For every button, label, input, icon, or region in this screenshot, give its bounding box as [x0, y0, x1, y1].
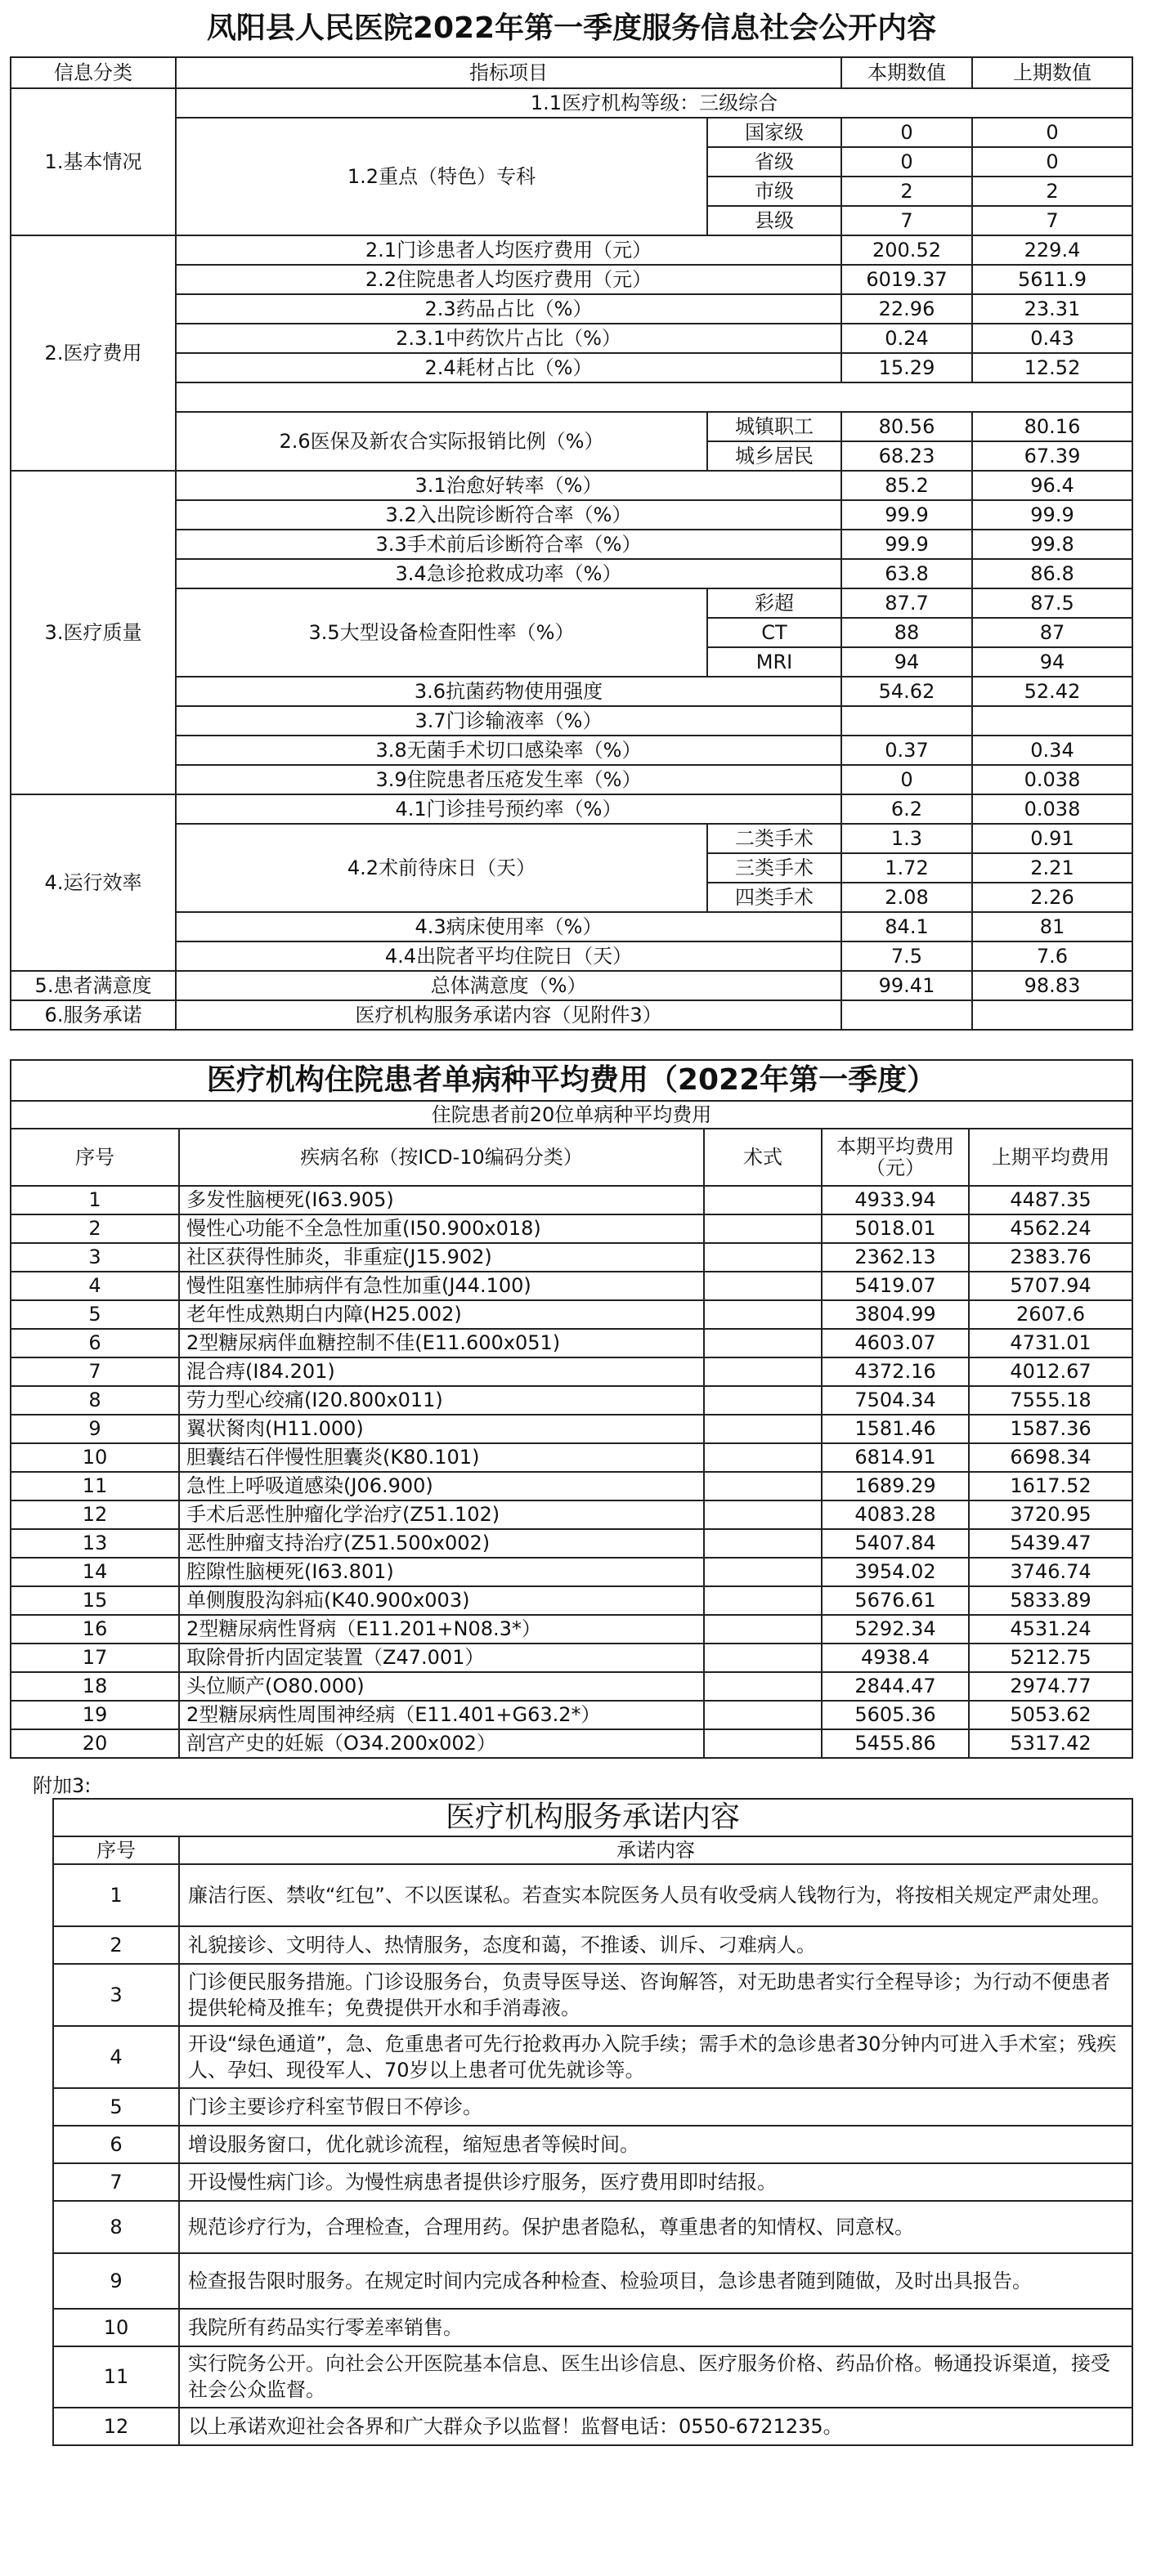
- row-number: 13: [11, 1529, 179, 1558]
- indicator-item: 2.3.1中药饮片占比（%）: [176, 324, 841, 353]
- current-value: 15.29: [841, 353, 972, 382]
- table-row: [11, 1243, 1132, 1272]
- current-value: 2: [841, 177, 972, 206]
- current-cost: 4083.28: [822, 1500, 969, 1529]
- surgery-method: [704, 1500, 822, 1529]
- previous-value: 81: [972, 912, 1132, 941]
- current-cost: 5676.61: [822, 1586, 969, 1615]
- row-number: 17: [11, 1644, 179, 1672]
- disease-name: 取除骨折内固定装置（Z47.001）: [179, 1644, 704, 1672]
- col-header-category: 信息分类: [11, 57, 176, 88]
- current-cost: 2844.47: [822, 1672, 969, 1701]
- promise-text: 开设“绿色通道”，急、危重患者可先行抢救再办入院手续；需手术的急诊患者30分钟内可进入手术室；残疾人、孕妇、现役军人、70岁以上患者可优先就诊等。: [179, 2026, 1132, 2088]
- previous-value: 0.038: [972, 765, 1132, 794]
- promise-text: 廉洁行医、禁收“红包”、不以医谋私。若查实本院医务人员有收受病人钱物行为，将按相关规定严肃处理。: [179, 1864, 1132, 1926]
- equipment-name: MRI: [707, 647, 841, 677]
- current-cost: 2362.13: [822, 1243, 969, 1272]
- table-row: [11, 1586, 1132, 1615]
- disease-name: 恶性肿瘤支持治疗(Z51.500x002): [179, 1529, 704, 1558]
- surgery-method: [704, 1214, 822, 1243]
- current-value: 88: [841, 618, 972, 647]
- col-header-disease: 疾病名称（按ICD-10编码分类）: [179, 1129, 704, 1186]
- row-number: 3: [53, 1964, 179, 2026]
- surgery-method: [704, 1329, 822, 1357]
- table-row: [53, 2253, 1132, 2309]
- indicator-item: 医疗机构服务承诺内容（见附件3）: [176, 1000, 841, 1030]
- row-number: 2: [53, 1926, 179, 1964]
- current-cost: 5407.84: [822, 1529, 969, 1558]
- disease-name: 混合痔(I84.201): [179, 1357, 704, 1386]
- empty-row: [176, 382, 1132, 412]
- surgery-method: [704, 1386, 822, 1415]
- col-header-method: 术式: [704, 1129, 822, 1186]
- table-row: [11, 1214, 1132, 1243]
- previous-value: 52.42: [972, 677, 1132, 706]
- category-satisfaction: 5.患者满意度: [11, 971, 176, 1000]
- surgery-method: [704, 1558, 822, 1586]
- current-value: 7.5: [841, 941, 972, 971]
- current-cost: 1581.46: [822, 1415, 969, 1443]
- promise-table-title: 医疗机构服务承诺内容: [53, 1799, 1132, 1836]
- surgery-method: [704, 1729, 822, 1758]
- previous-value: 80.16: [972, 412, 1132, 441]
- previous-value: 2.26: [972, 883, 1132, 912]
- promise-text: 检查报告限时服务。在规定时间内完成各种检查、检验项目，急诊患者随到随做，及时出具报告。: [179, 2253, 1132, 2309]
- previous-cost: 2607.6: [969, 1300, 1132, 1329]
- table-row: [11, 1500, 1132, 1529]
- current-cost: 6814.91: [822, 1443, 969, 1472]
- row-number: 15: [11, 1586, 179, 1615]
- row-number: 20: [11, 1729, 179, 1758]
- row-number: 7: [53, 2163, 179, 2201]
- table-row: [11, 1386, 1132, 1415]
- row-number: 4: [53, 2026, 179, 2088]
- category-cost: 2.医疗费用: [11, 235, 176, 471]
- current-cost: 5018.01: [822, 1214, 969, 1243]
- table-row: [53, 2309, 1132, 2346]
- promise-text: 规范诊疗行为，合理检查，合理用药。保护患者隐私，尊重患者的知情权、同意权。: [179, 2201, 1132, 2253]
- equipment-positive-label: 3.5大型设备检查阳性率（%）: [176, 588, 707, 677]
- indicator-item: 2.4耗材占比（%）: [176, 353, 841, 382]
- surgery-method: [704, 1701, 822, 1729]
- previous-cost: 5053.62: [969, 1701, 1132, 1729]
- row-number: 8: [53, 2201, 179, 2253]
- disease-name: 头位顺产(O80.000): [179, 1672, 704, 1701]
- table-row: [11, 1329, 1132, 1357]
- previous-cost: 3746.74: [969, 1558, 1132, 1586]
- indicator-item: 3.6抗菌药物使用强度: [176, 677, 841, 706]
- disease-cost-table-block: [0, 1059, 1161, 1759]
- table-row: [53, 1926, 1132, 1964]
- current-value: 6019.37: [841, 265, 972, 294]
- table-row: [11, 1472, 1132, 1500]
- current-value: 200.52: [841, 235, 972, 265]
- table-row: [53, 2088, 1132, 2126]
- current-value: 80.56: [841, 412, 972, 441]
- row-number: 9: [53, 2253, 179, 2309]
- row-number: 5: [11, 1300, 179, 1329]
- disease-name: 老年性成熟期白内障(H25.002): [179, 1300, 704, 1329]
- disease-rows: [11, 1186, 1132, 1758]
- previous-value: 2.21: [972, 853, 1132, 883]
- row-number: 1: [11, 1186, 179, 1214]
- table-row: [11, 1729, 1132, 1758]
- previous-cost: 5707.94: [969, 1272, 1132, 1300]
- current-value: 68.23: [841, 441, 972, 471]
- preop-wait-label: 4.2术前待床日（天）: [176, 824, 707, 912]
- previous-value: 7: [972, 206, 1132, 235]
- row-number: 11: [11, 1472, 179, 1500]
- disease-name: 2型糖尿病性周围神经病（E11.401+G63.2*）: [179, 1701, 704, 1729]
- col-header-previous: 上期数值: [972, 57, 1132, 88]
- table-row: [11, 1644, 1132, 1672]
- row-number: 11: [53, 2346, 179, 2408]
- table-row: [53, 1864, 1132, 1926]
- indicator-item: 2.2住院患者人均医疗费用（元）: [176, 265, 841, 294]
- surgery-class: 四类手术: [707, 883, 841, 912]
- promise-text: 礼貌接诊、文明待人、热情服务，态度和蔼，不推诿、训斥、刁难病人。: [179, 1926, 1132, 1964]
- indicator-item: 4.3病床使用率（%）: [176, 912, 841, 941]
- previous-cost: 4731.01: [969, 1329, 1132, 1357]
- surgery-class: 二类手术: [707, 824, 841, 853]
- previous-cost: 4562.24: [969, 1214, 1132, 1243]
- row-number: 7: [11, 1357, 179, 1386]
- promise-table-block: [0, 1798, 1161, 2446]
- level-name: 市级: [707, 177, 841, 206]
- disease-name: 剖宫产史的妊娠（O34.200x002）: [179, 1729, 704, 1758]
- previous-cost: 6698.34: [969, 1443, 1132, 1472]
- table-row: [11, 1529, 1132, 1558]
- current-value: [841, 706, 972, 736]
- previous-cost: 1587.36: [969, 1415, 1132, 1443]
- disease-name: 劳力型心绞痛(I20.800x011): [179, 1386, 704, 1415]
- appendix-label: 附加3:: [33, 1774, 92, 1797]
- col-header-item: 指标项目: [176, 57, 841, 88]
- key-specialty-label: 1.2重点（特色）专科: [176, 118, 707, 235]
- col-header-no: 序号: [53, 1836, 179, 1864]
- previous-value: 87: [972, 618, 1132, 647]
- category-basic: 1.基本情况: [11, 88, 176, 235]
- previous-value: 0.91: [972, 824, 1132, 853]
- insurance-type: 城镇职工: [707, 412, 841, 441]
- previous-cost: 2974.77: [969, 1672, 1132, 1701]
- row-number: 4: [11, 1272, 179, 1300]
- disease-name: 翼状胬肉(H11.000): [179, 1415, 704, 1443]
- current-cost: 5419.07: [822, 1272, 969, 1300]
- previous-value: 0: [972, 118, 1132, 147]
- indicator-item: 总体满意度（%）: [176, 971, 841, 1000]
- table-row: [53, 2126, 1132, 2163]
- indicator-item: 4.4出院者平均住院日（天）: [176, 941, 841, 971]
- level-name: 县级: [707, 206, 841, 235]
- promise-text: 增设服务窗口，优化就诊流程，缩短患者等候时间。: [179, 2126, 1132, 2163]
- surgery-class: 三类手术: [707, 853, 841, 883]
- table-row: [53, 2163, 1132, 2201]
- col-header-previous-cost: 上期平均费用: [969, 1129, 1132, 1186]
- disease-table-subtitle: 住院患者前20位单病种平均费用: [11, 1101, 1132, 1129]
- promise-text: 开设慢性病门诊。为慢性病患者提供诊疗服务，医疗费用即时结报。: [179, 2163, 1132, 2201]
- table-row: [11, 1357, 1132, 1386]
- surgery-method: [704, 1443, 822, 1472]
- previous-cost: 1617.52: [969, 1472, 1132, 1500]
- previous-value: [972, 1000, 1132, 1030]
- row-number: 6: [53, 2126, 179, 2163]
- row-number: 16: [11, 1615, 179, 1644]
- previous-cost: 4012.67: [969, 1357, 1132, 1386]
- current-value: 84.1: [841, 912, 972, 941]
- disease-cost-table: [10, 1059, 1133, 1759]
- level-name: 国家级: [707, 118, 841, 147]
- indicator-item: 4.1门诊挂号预约率（%）: [176, 794, 841, 824]
- surgery-method: [704, 1243, 822, 1272]
- insurance-type: 城乡居民: [707, 441, 841, 471]
- current-value: 1.72: [841, 853, 972, 883]
- disease-name: 手术后恶性肿瘤化学治疗(Z51.102): [179, 1500, 704, 1529]
- current-cost: 5455.86: [822, 1729, 969, 1758]
- table-row: [53, 2026, 1132, 2088]
- col-header-current: 本期数值: [841, 57, 972, 88]
- previous-value: 2: [972, 177, 1132, 206]
- current-cost: 3804.99: [822, 1300, 969, 1329]
- previous-value: 99.8: [972, 530, 1132, 559]
- table-row: [11, 1186, 1132, 1214]
- row-number: 19: [11, 1701, 179, 1729]
- current-value: 54.62: [841, 677, 972, 706]
- current-value: 2.08: [841, 883, 972, 912]
- disease-name: 胆囊结石伴慢性胆囊炎(K80.101): [179, 1443, 704, 1472]
- promise-text: 以上承诺欢迎社会各界和广大群众予以监督！监督电话：0550-6721235。: [179, 2408, 1132, 2445]
- indicator-item: 3.4急诊抢救成功率（%）: [176, 559, 841, 588]
- current-cost: 7504.34: [822, 1386, 969, 1415]
- table-row: [11, 1672, 1132, 1701]
- current-cost: 4938.4: [822, 1644, 969, 1672]
- previous-value: 0.34: [972, 736, 1132, 765]
- surgery-method: [704, 1472, 822, 1500]
- current-value: 99.9: [841, 500, 972, 530]
- disease-table-title: 医疗机构住院患者单病种平均费用（2022年第一季度）: [11, 1060, 1132, 1101]
- surgery-method: [704, 1672, 822, 1701]
- previous-value: [972, 706, 1132, 736]
- current-value: 85.2: [841, 471, 972, 500]
- previous-cost: 7555.18: [969, 1386, 1132, 1415]
- indicator-item: 3.7门诊输液率（%）: [176, 706, 841, 736]
- promise-text: 门诊主要诊疗科室节假日不停诊。: [179, 2088, 1132, 2126]
- row-number: 18: [11, 1672, 179, 1701]
- surgery-method: [704, 1300, 822, 1329]
- service-info-table-block: [0, 0, 1161, 1031]
- current-value: 0: [841, 147, 972, 177]
- current-value: [841, 1000, 972, 1030]
- current-cost: 4372.16: [822, 1357, 969, 1386]
- previous-cost: 4487.35: [969, 1186, 1132, 1214]
- row-number: 1: [53, 1864, 179, 1926]
- indicator-item: 3.8无菌手术切口感染率（%）: [176, 736, 841, 765]
- row-number: 8: [11, 1386, 179, 1415]
- row-number: 9: [11, 1415, 179, 1443]
- row-number: 12: [11, 1500, 179, 1529]
- previous-cost: 5212.75: [969, 1644, 1132, 1672]
- previous-cost: 3720.95: [969, 1500, 1132, 1529]
- table-row: [11, 1300, 1132, 1329]
- equipment-name: 彩超: [707, 588, 841, 618]
- previous-cost: 5317.42: [969, 1729, 1132, 1758]
- previous-value: 86.8: [972, 559, 1132, 588]
- current-cost: 5605.36: [822, 1701, 969, 1729]
- category-efficiency: 4.运行效率: [11, 794, 176, 971]
- surgery-method: [704, 1186, 822, 1214]
- service-info-table: [10, 0, 1133, 1031]
- row-number: 6: [11, 1329, 179, 1357]
- row-number: 14: [11, 1558, 179, 1586]
- previous-value: 23.31: [972, 294, 1132, 324]
- table-row: [53, 2201, 1132, 2253]
- row-number: 12: [53, 2408, 179, 2445]
- promise-text: 门诊便民服务措施。门诊设服务台，负责导医导送、咨询解答，对无助患者实行全程导诊；为行动不便患者提供轮椅及推车；免费提供开水和手消毒液。: [179, 1964, 1132, 2026]
- surgery-method: [704, 1529, 822, 1558]
- promise-rows: [53, 1864, 1132, 2445]
- disease-name: 急性上呼吸道感染(J06.900): [179, 1472, 704, 1500]
- reimbursement-label: 2.6医保及新农合实际报销比例（%）: [176, 412, 707, 471]
- row-number: 5: [53, 2088, 179, 2126]
- previous-value: 0.43: [972, 324, 1132, 353]
- level-name: 省级: [707, 147, 841, 177]
- table-row: [53, 1964, 1132, 2026]
- page-title: 凤阳县人民医院2022年第一季度服务信息社会公开内容: [11, 0, 1132, 57]
- col-header-current-cost: 本期平均费用（元）: [822, 1129, 969, 1186]
- surgery-method: [704, 1415, 822, 1443]
- previous-value: 0: [972, 147, 1132, 177]
- disease-name: 2型糖尿病伴血糖控制不佳(E11.600x051): [179, 1329, 704, 1357]
- surgery-method: [704, 1357, 822, 1386]
- table-row: [53, 2346, 1132, 2408]
- previous-value: 96.4: [972, 471, 1132, 500]
- previous-value: 94: [972, 647, 1132, 677]
- disease-name: 多发性脑梗死(I63.905): [179, 1186, 704, 1214]
- surgery-method: [704, 1644, 822, 1672]
- current-cost: 1689.29: [822, 1472, 969, 1500]
- previous-value: 98.83: [972, 971, 1132, 1000]
- row-number: 2: [11, 1214, 179, 1243]
- previous-value: 12.52: [972, 353, 1132, 382]
- table-row: [11, 1615, 1132, 1644]
- surgery-method: [704, 1586, 822, 1615]
- row-number: 3: [11, 1243, 179, 1272]
- table-row: [11, 1701, 1132, 1729]
- row-number: 10: [11, 1443, 179, 1472]
- table-row: [11, 1443, 1132, 1472]
- current-value: 22.96: [841, 294, 972, 324]
- disease-name: 社区获得性肺炎，非重症(J15.902): [179, 1243, 704, 1272]
- current-value: 94: [841, 647, 972, 677]
- col-header-content: 承诺内容: [179, 1836, 1132, 1864]
- previous-cost: 5439.47: [969, 1529, 1132, 1558]
- current-cost: 5292.34: [822, 1615, 969, 1644]
- current-value: 0.24: [841, 324, 972, 353]
- current-value: 63.8: [841, 559, 972, 588]
- table-row: [53, 2408, 1132, 2445]
- previous-value: 67.39: [972, 441, 1132, 471]
- surgery-method: [704, 1272, 822, 1300]
- indicator-item: 3.2入出院诊断符合率（%）: [176, 500, 841, 530]
- indicator-item: 3.9住院患者压疮发生率（%）: [176, 765, 841, 794]
- disease-name: 慢性心功能不全急性加重(I50.900x018): [179, 1214, 704, 1243]
- disease-name: 慢性阻塞性肺病伴有急性加重(J44.100): [179, 1272, 704, 1300]
- indicator-item: 2.1门诊患者人均医疗费用（元）: [176, 235, 841, 265]
- previous-value: 87.5: [972, 588, 1132, 618]
- category-quality: 3.医疗质量: [11, 471, 176, 794]
- current-value: 1.3: [841, 824, 972, 853]
- indicator-item: 3.3手术前后诊断符合率（%）: [176, 530, 841, 559]
- current-value: 7: [841, 206, 972, 235]
- current-cost: 3954.02: [822, 1558, 969, 1586]
- current-value: 99.9: [841, 530, 972, 559]
- equipment-name: CT: [707, 618, 841, 647]
- previous-value: 7.6: [972, 941, 1132, 971]
- promise-text: 实行院务公开。向社会公开医院基本信息、医生出诊信息、医疗服务价格、药品价格。畅通投诉渠道，接受社会公众监督。: [179, 2346, 1132, 2408]
- current-value: 0.37: [841, 736, 972, 765]
- current-cost: 4603.07: [822, 1329, 969, 1357]
- row-number: 10: [53, 2309, 179, 2346]
- col-header-no: 序号: [11, 1129, 179, 1186]
- previous-value: 99.9: [972, 500, 1132, 530]
- current-value: 0: [841, 765, 972, 794]
- previous-value: 229.4: [972, 235, 1132, 265]
- current-value: 99.41: [841, 971, 972, 1000]
- disease-name: 腔隙性脑梗死(I63.801): [179, 1558, 704, 1586]
- previous-value: 0.038: [972, 794, 1132, 824]
- previous-cost: 2383.76: [969, 1243, 1132, 1272]
- disease-name: 2型糖尿病性肾病（E11.201+N08.3*）: [179, 1615, 704, 1644]
- table-row: [11, 1558, 1132, 1586]
- indicator-item: 2.3药品占比（%）: [176, 294, 841, 324]
- institution-level: 1.1医疗机构等级：三级综合: [176, 88, 1132, 118]
- current-value: 87.7: [841, 588, 972, 618]
- surgery-method: [704, 1615, 822, 1644]
- current-value: 0: [841, 118, 972, 147]
- promise-table: [52, 1798, 1133, 2446]
- current-value: 6.2: [841, 794, 972, 824]
- table-row: [11, 1415, 1132, 1443]
- table-row: [11, 1272, 1132, 1300]
- indicator-item: 3.1治愈好转率（%）: [176, 471, 841, 500]
- previous-value: 5611.9: [972, 265, 1132, 294]
- disease-name: 单侧腹股沟斜疝(K40.900x003): [179, 1586, 704, 1615]
- previous-cost: 5833.89: [969, 1586, 1132, 1615]
- current-cost: 4933.94: [822, 1186, 969, 1214]
- previous-cost: 4531.24: [969, 1615, 1132, 1644]
- promise-text: 我院所有药品实行零差率销售。: [179, 2309, 1132, 2346]
- category-promise: 6.服务承诺: [11, 1000, 176, 1030]
